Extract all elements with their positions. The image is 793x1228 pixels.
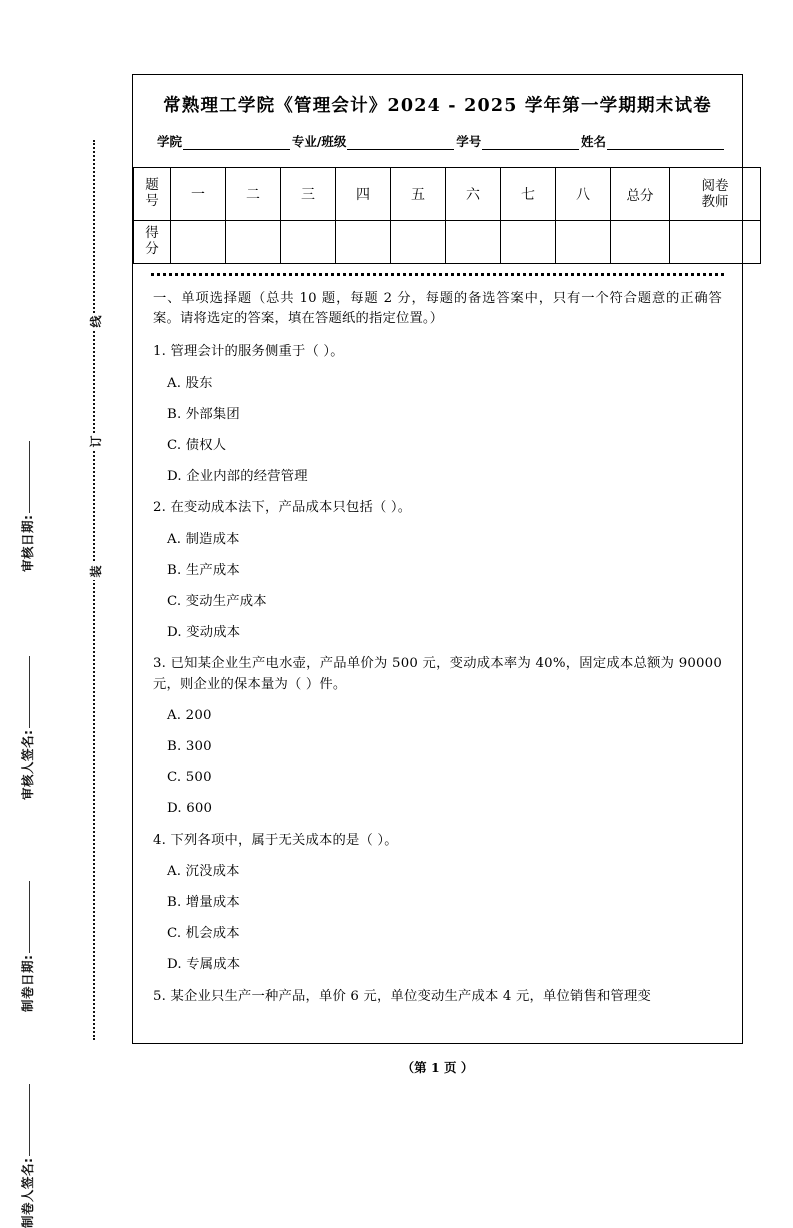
score-col-header-7: 七 [501,168,556,221]
question-5-text: 5. 某企业只生产一种产品，单价 6 元，单位变动生产成本 4 元，单位销售和管理变 [153,987,722,1007]
student-id-input[interactable] [482,136,579,150]
score-col-header-1: 一 [171,168,226,221]
score-cell-marker[interactable] [670,221,761,264]
margin-note-label: 审核日期: [20,515,35,573]
question-2-option-c[interactable]: C. 变动生产成本 [167,592,722,612]
question-2-option-b[interactable]: B. 生产成本 [167,561,722,581]
score-table-row-label-score [134,221,171,264]
margin-note-label: 制卷日期: [20,955,35,1013]
name-input[interactable] [607,136,724,150]
college-label: 学院 [157,132,182,150]
score-cell-total[interactable] [611,221,670,264]
fold-mark-bind: 订 [84,433,107,450]
question-2-option-d[interactable]: D. 变动成本 [167,623,722,643]
margin-note-review-date [18,372,36,572]
page-title: 常熟理工学院《管理会计》2024 - 2025 学年第一学期期末试卷 [133,92,742,117]
question-3-text: 3. 已知某企业生产电水壶，产品单价为 500 元，变动成本率为 40%，固定成本总额为 90000 元，则企业的保本量为（ ）件。 [153,654,722,694]
score-cell-5[interactable] [391,221,446,264]
exam-body [153,289,722,1007]
question-1-option-a[interactable]: A. 股东 [167,374,722,394]
question-3-option-a[interactable]: A. 200 [167,706,722,726]
margin-note-reviewer-signature [18,600,36,800]
score-col-header-6: 六 [446,168,501,221]
score-col-header-8: 八 [556,168,611,221]
score-cell-7[interactable] [501,221,556,264]
row-label-char-2: 号 [134,194,170,210]
score-col-header-5: 五 [391,168,446,221]
margin-note-label: 审核人签名: [20,730,35,801]
row-label-char-1: 得 [134,226,170,242]
question-4-option-c[interactable]: C. 机会成本 [167,924,722,944]
question-3-option-b[interactable]: B. 300 [167,737,722,757]
question-1-option-b[interactable]: B. 外部集团 [167,405,722,425]
major-class-input[interactable] [347,136,454,150]
exam-sheet-frame [132,74,743,1044]
binding-fold-line [93,140,95,1040]
table-row-question-numbers [134,168,761,221]
score-col-header-marker [670,168,761,221]
question-1-option-c[interactable]: C. 债权人 [167,436,722,456]
dotted-separator [151,273,724,276]
student-id-label: 学号 [456,132,481,150]
row-label-char-1: 题 [134,178,170,194]
score-table-row-label-question [134,168,171,221]
question-4-text: 4. 下列各项中，属于无关成本的是（ ）。 [153,831,722,851]
score-col-header-2: 二 [226,168,281,221]
marker-label-line-1: 阅卷 [671,178,759,194]
margin-note-blank-rule [29,882,30,954]
question-4-option-d[interactable]: D. 专属成本 [167,955,722,975]
score-cell-3[interactable] [281,221,336,264]
margin-note-blank-rule [29,442,30,514]
margin-note-blank-rule [29,1085,30,1157]
score-cell-2[interactable] [226,221,281,264]
section-heading-multiple-choice: 一、单项选择题（总共 10 题，每题 2 分，每题的备选答案中，只有一个符合题意的正确答案。请将选定的答案，填在答题纸的指定位置。） [153,289,722,329]
question-2-option-a[interactable]: A. 制造成本 [167,530,722,550]
left-margin-annotations [0,0,120,1122]
score-col-header-4: 四 [336,168,391,221]
score-cell-1[interactable] [171,221,226,264]
page-footer: （第 1 页 ） [132,1058,743,1076]
margin-note-paper-date [18,812,36,1012]
fold-mark-line: 线 [84,313,107,330]
margin-note-paper-author-signature [18,1028,36,1228]
row-label-char-2: 分 [134,242,170,258]
name-label: 姓名 [581,132,606,150]
question-3-option-d[interactable]: D. 600 [167,799,722,819]
question-1-option-d[interactable]: D. 企业内部的经营管理 [167,467,722,487]
score-cell-8[interactable] [556,221,611,264]
score-col-header-total: 总分 [611,168,670,221]
score-col-header-3: 三 [281,168,336,221]
table-row-scores [134,221,761,264]
question-1-text: 1. 管理会计的服务侧重于（ ）。 [153,342,722,362]
college-input[interactable] [183,136,290,150]
marker-label-line-2: 教师 [671,194,759,210]
question-4-option-b[interactable]: B. 增量成本 [167,893,722,913]
score-table [133,167,761,264]
margin-note-blank-rule [29,657,30,729]
question-2-text: 2. 在变动成本法下，产品成本只包括（ ）。 [153,498,722,518]
question-4-option-a[interactable]: A. 沉没成本 [167,862,722,882]
score-cell-4[interactable] [336,221,391,264]
student-info-line [157,132,726,150]
major-class-label: 专业/班级 [292,132,347,150]
score-cell-6[interactable] [446,221,501,264]
question-3-option-c[interactable]: C. 500 [167,768,722,788]
fold-mark-seal: 装 [84,563,107,580]
margin-note-label: 制卷人签名: [20,1158,35,1228]
